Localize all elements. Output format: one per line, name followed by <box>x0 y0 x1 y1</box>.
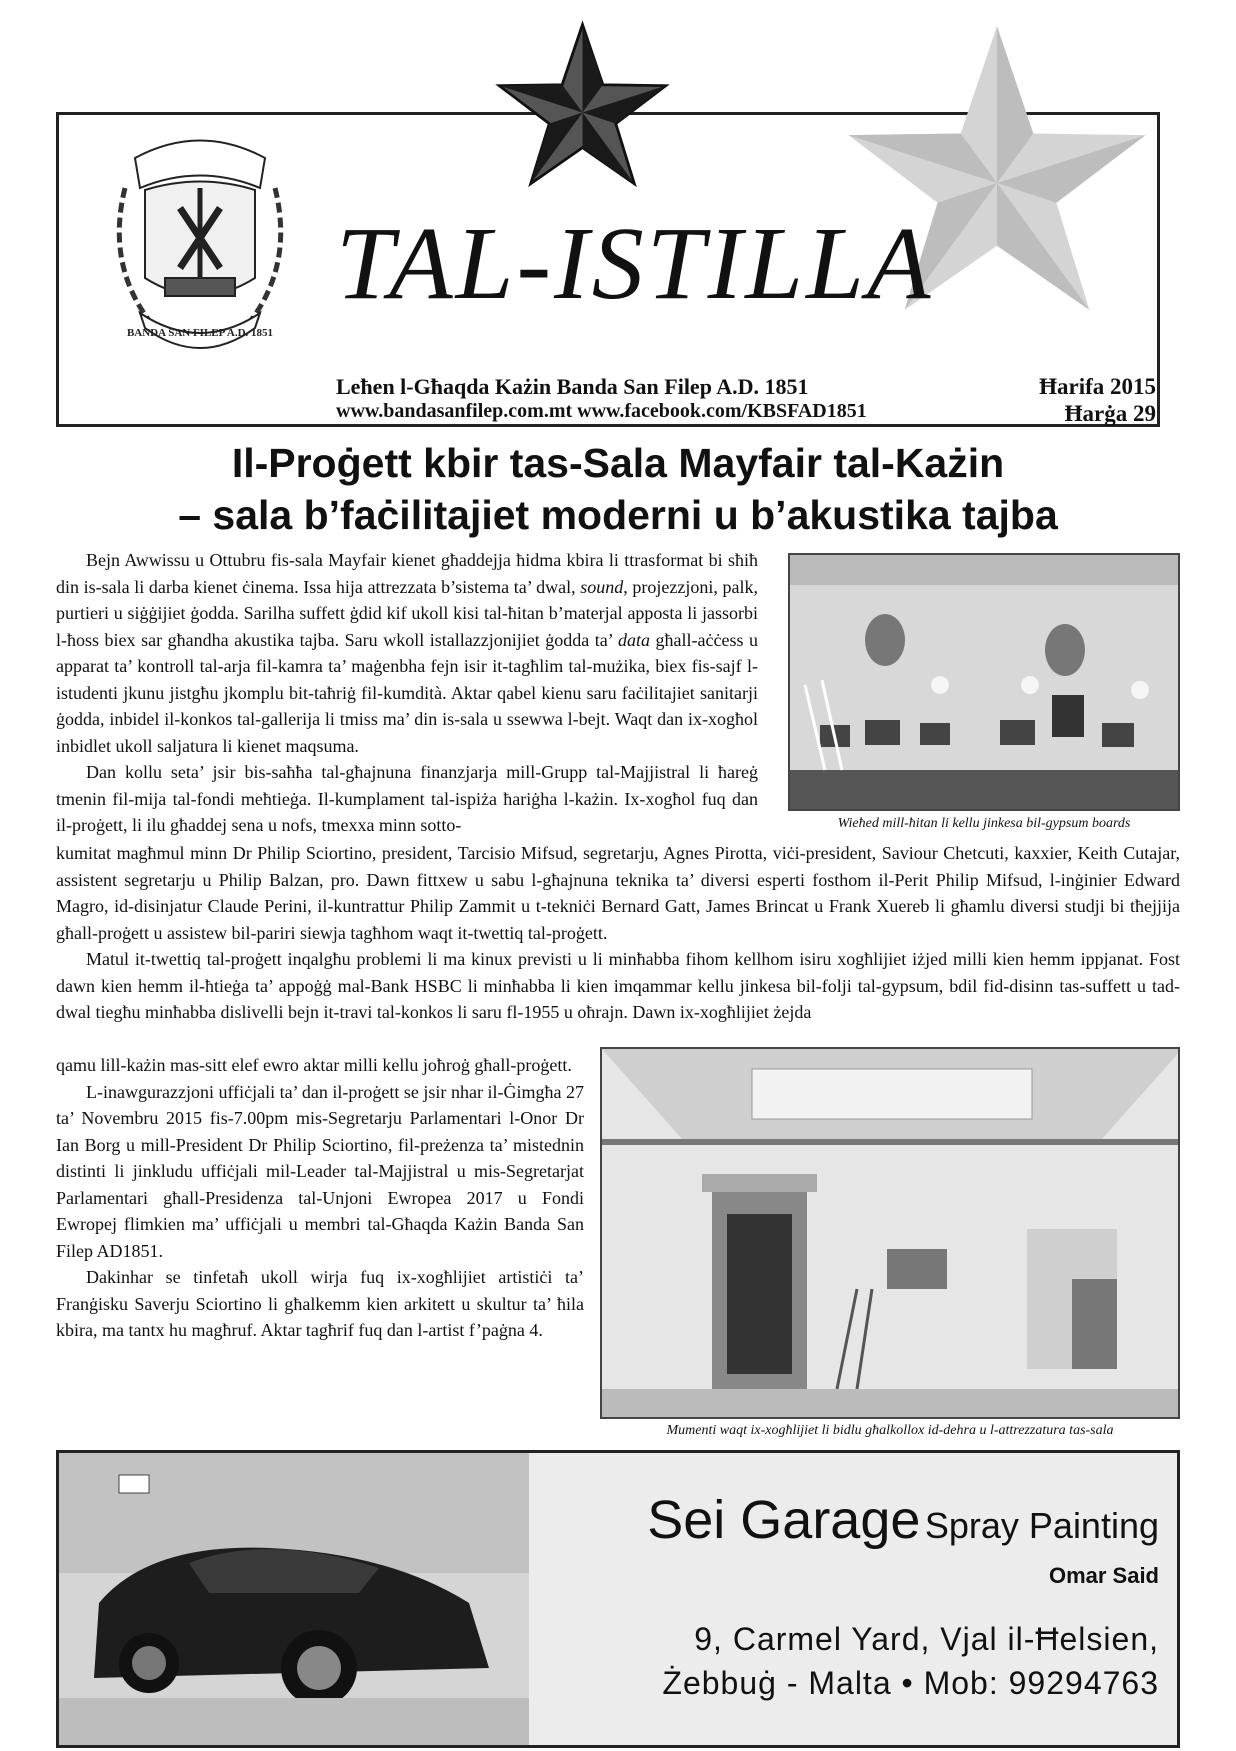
ad-contact-person: Omar Said <box>1048 1563 1159 1588</box>
ad-name-service: Spray Painting <box>924 1505 1159 1546</box>
issue-date: Ħarifa 2015 <box>1039 374 1156 399</box>
ad-address-line-1: 9, Carmel Yard, Vjal il-Ħelsien, <box>694 1621 1159 1657</box>
advert-sei-garage <box>56 1450 1180 1748</box>
headline-line-2: – sala b’faċilitajiet moderni u b’akustika tajba <box>178 492 1058 538</box>
paragraph-4: L-inawgurazzjoni uffiċjali ta’ dan il-proġett se jsir nhar il-Ġimgħa 27 ta’ Novembru 2015 fis-7.00pm mis-Segretarju Parlamentari l-Onor Dr Ian Borg u mill-President Dr Philip Sciortino, fil-preżenza ta’ mistednin distinti li jinkludu uffiċjali mil-Leader tal-Majjistral u mis-Segretarjat Parlamentari għall-Presidenza tal-Unjoni Ewropea 2017 u Fondi Ewropej flimkien ma’ uffiċjali u membri tal-Għaqda Każin Banda San Filep AD1851. <box>56 1081 584 1261</box>
paragraph-2-rest: kumitat magħmul minn Dr Philip Sciortino, president, Tarcisio Mifsud, segretarju, Agnes Pirotta, viċi-president, Saviour Chetcuti, kaxxier, Keith Cutajar, assistent segretarju u Philip Balzan, pro. Dawn fittxew u sabu l-għajnuna teknika ta’ diversi esperti fosthom il-Perit Philip Mifsud, l-inġinier Edward Magro, id-disinjatur Claude Perini, il-kuntrattur Philip Zammit u t-tekniċi Bernard Gatt, James Brincat u Frank Xuereb li għamlu diversi studji bi tħejjija għall-proġett u assistew bil-pariri siewja tagħhom waqt it-twettiq tal-proġett. <box>56 843 1180 943</box>
photo-hall-wall <box>788 553 1180 811</box>
issue-number: Ħarġa 29 <box>1064 401 1156 426</box>
paragraph-2-start: Dan kollu seta’ jsir bis-saħħa tal-għajnuna finanzjarja mill-Grupp tal-Majjistral li ħareġ tmenin fil-mija tal-fondi meħtieġa. Il-kumplament tal-ispiża ħariġha l-każin. Ix-xogħol fuq dan il-proġett, li ilu għaddej sena u nofs, tmexxa minn sotto- <box>56 762 758 835</box>
paragraph-3-continued: qamu lill-każin mas-sitt elef ewro aktar milli kellu joħroġ għall-proġett. <box>56 1055 572 1075</box>
article-middle-block <box>56 840 1180 1026</box>
paragraph-3: Matul it-twettiq tal-proġett inqalgħu problemi li ma kinux previsti u li minħabba fihom kellhom isiru xogħlijiet iżjed milli kien hemm ippjanat. Fost dawn kien hemm il-ħtieġa ta’ appoġġ mal-Bank HSBC li minħabba li kien imqammar kellu jinkesa bil-folji tal-gypsum, bdil fid-disinn tas-suffett u tad-dwal tiegħu minħabba dislivelli bejn it-travi tal-konkos li saru fl-1955 u oħrajn. Dawn ix-xogħlijiet żejda <box>56 949 1180 1022</box>
band-crest-logo <box>95 128 305 358</box>
headline-line-1: Il-Proġett kbir tas-Sala Mayfair tal-Każin <box>231 440 1005 486</box>
ad-business-name <box>647 1489 1159 1551</box>
car-photo <box>59 1453 529 1745</box>
photo-2-caption: Mumenti waqt ix-xogħlijiet li bidlu għalkollox id-dehra u l-attrezzatura tas-sala <box>666 1423 1114 1438</box>
paragraph-1: Bejn Awwissu u Ottubru fis-sala Mayfair kienet għaddejja ħidma kbira li ttrasformat bi sħiħ din is-sala li darba kienet ċinema. Issa hija attrezzata b’sistema ta’ dwal, sound, projezzjoni, palk, purtieri u siġġijiet ġodda. Sarilha suffett ġdid kif ukoll kisi tal-ħitan b’materjal apposta li jassorbi l-ħoss biex sar għandha akustika tajba. Saru wkoll istallazzjonijiet ġodda ta’ data għall-aċċess u apparat ta’ kontroll tal-arja fil-kamra ta’ maġenbha fejn isir it-tagħlim tal-mużika, biex fis-sajf l-istudenti jkunu jistgħu jkomplu bit-taħriġ fil-kumdità. Aktar qabel kienu saru faċilitajiet sanitarji ġodda, inbidel il-konkos tal-gallerija li tmiss ma’ din is-sala u ssewwa l-bejt. Waqt dan ix-xogħol inbidlet ukoll saljatura li kienet maqsuma. <box>56 550 759 756</box>
ad-address-line-2: Żebbuġ - Malta • Mob: 99294763 <box>662 1665 1159 1701</box>
web-links[interactable]: www.bandasanfilep.com.mt www.facebook.com/KBSFAD1851 <box>336 400 867 422</box>
newsletter-title: TAL-ISTILLA <box>336 206 934 321</box>
headline <box>56 437 1180 541</box>
crest-text: BANDA SAN FILEP A.D. 1851 <box>126 327 274 339</box>
ad-name-main: Sei Garage <box>647 1490 921 1550</box>
photo-1-caption: Wieħed mill-ħitan li kellu jinkesa bil-gypsum boards <box>837 816 1131 831</box>
photo-hall-works <box>600 1047 1180 1419</box>
article-top-block <box>56 547 758 839</box>
article-lower-block <box>56 1052 584 1344</box>
dark-star-icon <box>490 20 675 205</box>
publisher-line: Leħen l-Għaqda Każin Banda San Filep A.D. 1851 <box>336 374 809 399</box>
paragraph-5: Dakinhar se tinfetaħ ukoll wirja fuq ix-xogħlijiet artistiċi ta’ Franġisku Saverju Sciortino li għalkemm kien arkitett u skultur ta’ ħila kbira, ma tantx hu magħruf. Aktar tagħrif fuq dan l-artist f’paġna 4. <box>56 1267 584 1340</box>
